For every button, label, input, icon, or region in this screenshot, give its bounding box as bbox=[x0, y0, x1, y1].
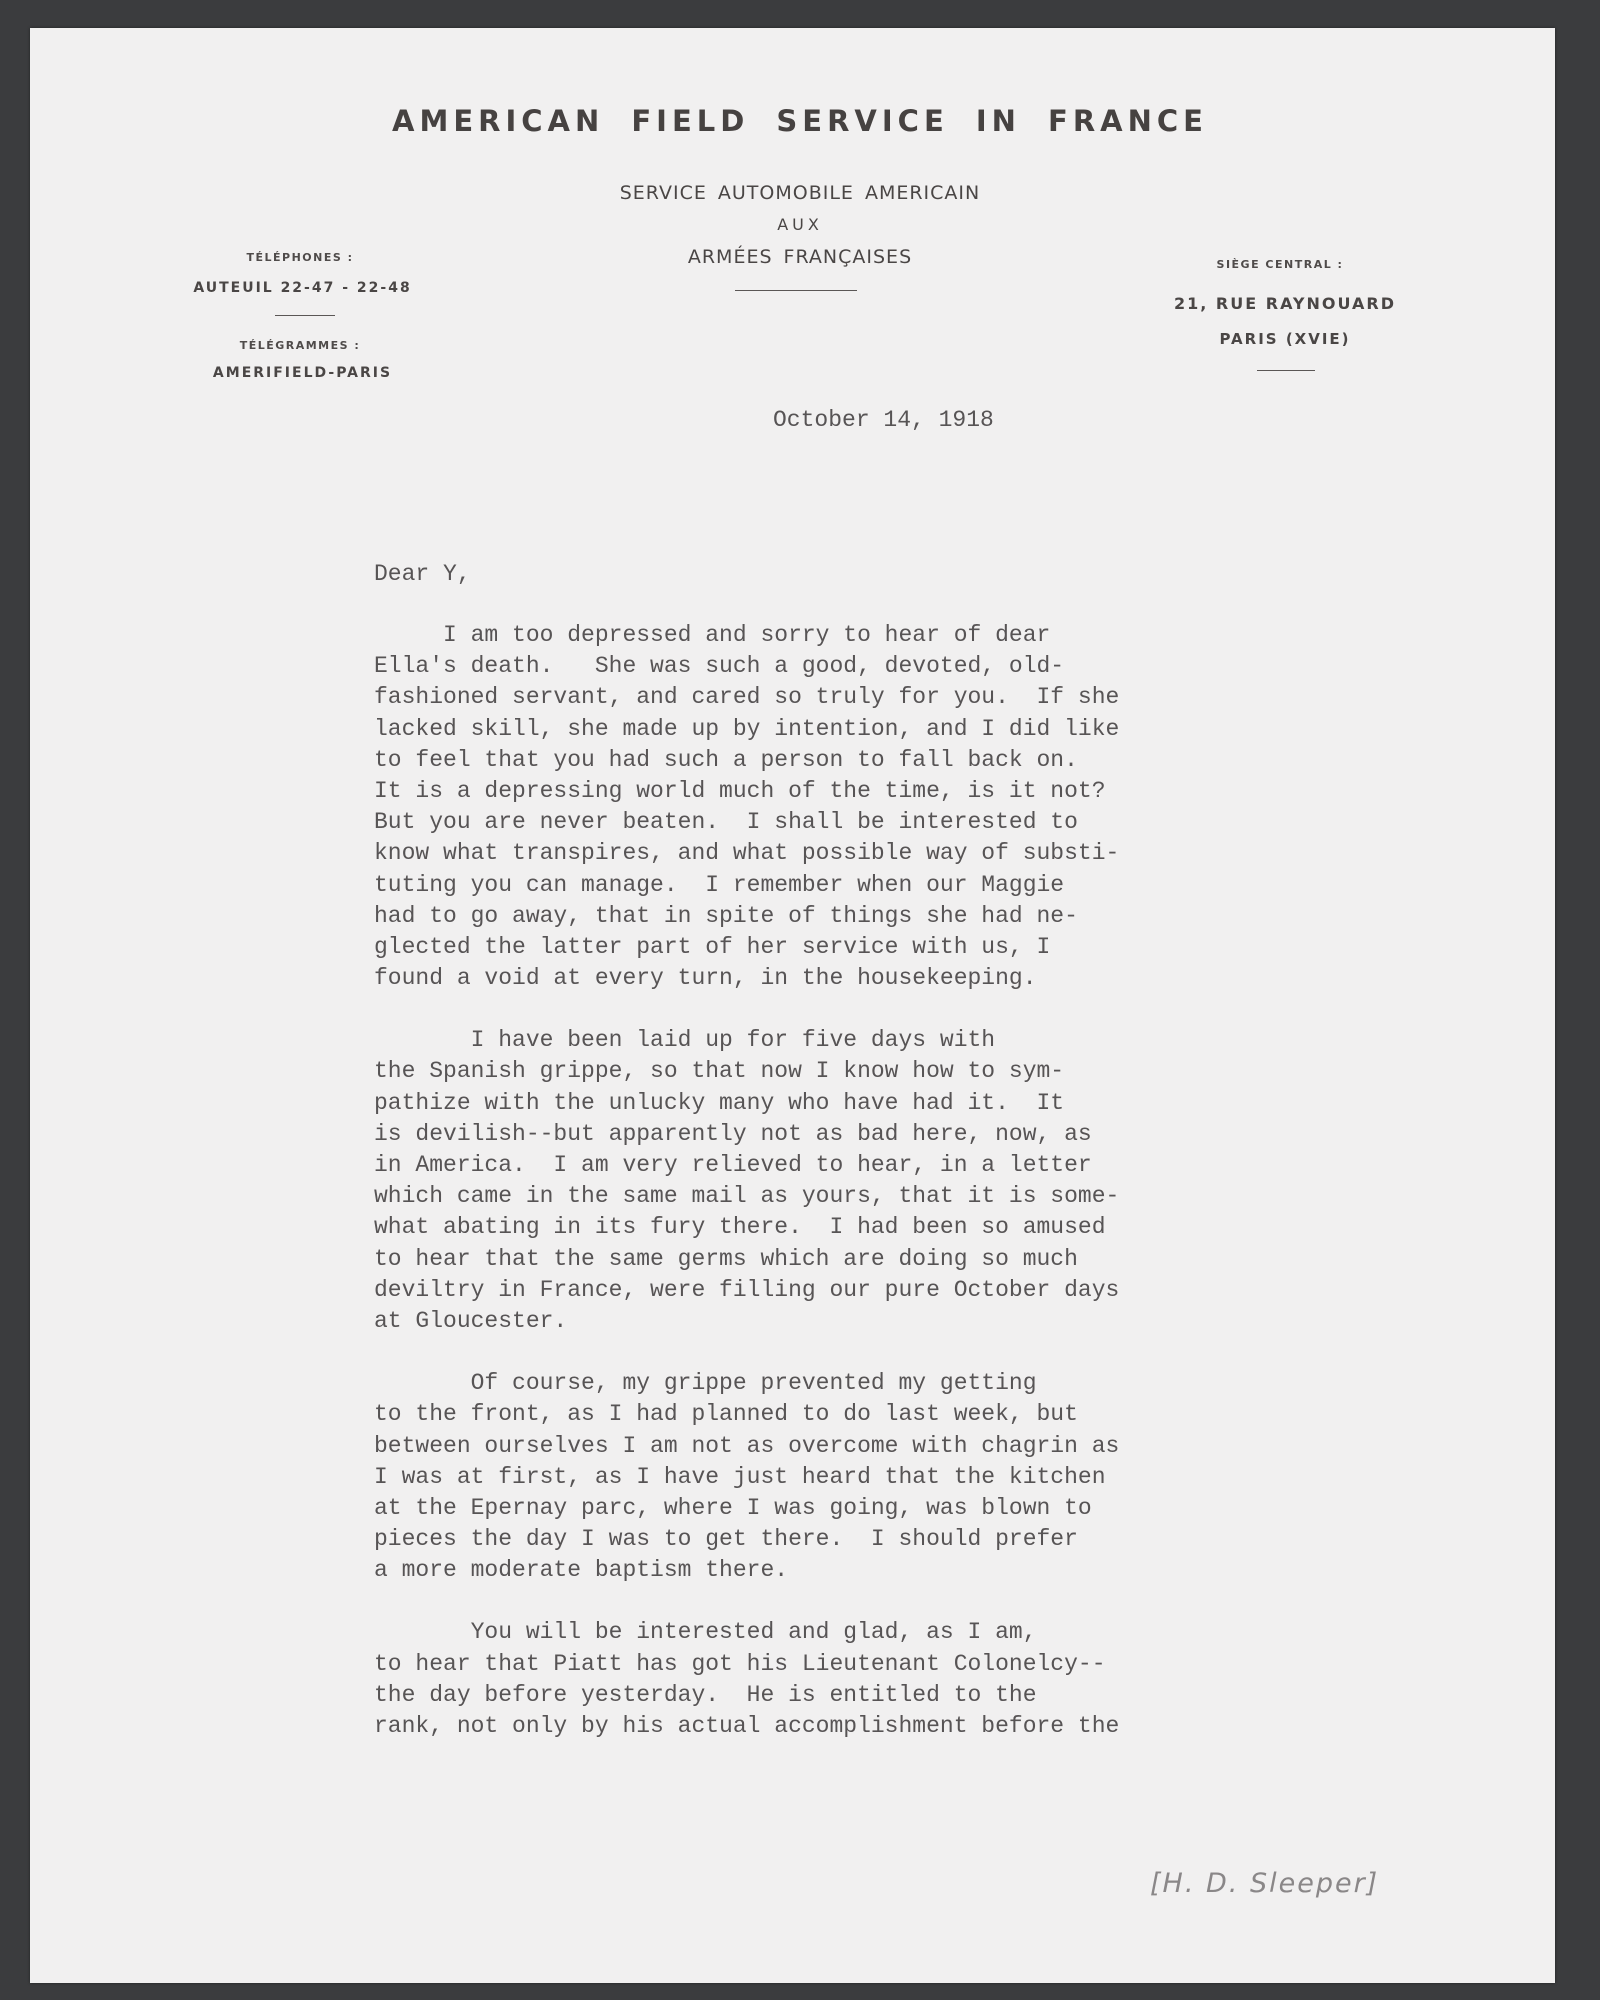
body-line: It is a depressing world much of the time, is it not? bbox=[374, 777, 1106, 804]
letter-salutation: Dear Y, bbox=[374, 561, 471, 587]
body-line: to hear that the same germs which are doing so much bbox=[374, 1245, 1078, 1272]
body-line: rank, not only by his actual accomplishment before the bbox=[374, 1713, 1120, 1739]
body-line: the day before yesterday. He is entitled to the bbox=[374, 1681, 1037, 1708]
siege-address: 21, RUE RAYNOUARD bbox=[1174, 294, 1396, 313]
body-line: pieces the day I was to get there. I should prefer bbox=[374, 1526, 1078, 1553]
body-line: to the front, as I had planned to do last week, but bbox=[374, 1401, 1078, 1428]
body-line: I have been laid up for five days with bbox=[374, 1027, 996, 1054]
body-line: deviltry in France, were filling our pure October days bbox=[374, 1276, 1120, 1303]
letterhead-center-rule bbox=[735, 290, 857, 291]
letter-date: October 14, 1918 bbox=[773, 407, 994, 433]
body-line: You will be interested and glad, as I am, bbox=[374, 1619, 1037, 1646]
body-line: between ourselves I am not as overcome with chagrin as bbox=[374, 1432, 1120, 1459]
body-line: lacked skill, she made up by intention, and I did like bbox=[374, 715, 1120, 742]
letter-body bbox=[374, 620, 1234, 1773]
body-line: had to go away, that in spite of things she had ne- bbox=[374, 902, 1078, 929]
body-line: I was at first, as I have just heard that the kitchen bbox=[374, 1463, 1106, 1490]
telegrammes-label: TÉLÉGRAMMES : bbox=[239, 339, 361, 352]
body-line: what abating in its fury there. I had been so amused bbox=[374, 1214, 1106, 1241]
body-line: But you are never beaten. I shall be interested to bbox=[374, 809, 1078, 836]
telegrammes-value: AMERIFIELD-PARIS bbox=[212, 365, 393, 381]
body-line: Ella's death. She was such a good, devoted, old- bbox=[374, 653, 1065, 680]
paragraph-1 bbox=[374, 620, 1234, 994]
body-line: the Spanish grippe, so that now I know how to sym- bbox=[374, 1058, 1065, 1085]
body-line: know what transpires, and what possible way of substi- bbox=[374, 840, 1120, 867]
body-line: at the Epernay parc, where I was going, was blown to bbox=[374, 1494, 1092, 1521]
siege-city: PARIS (XVIE) bbox=[1219, 330, 1351, 348]
body-line: to hear that Piatt has got his Lieutenant Colonelcy-- bbox=[374, 1650, 1106, 1677]
telephones-value: AUTEUIL 22-47 - 22-48 bbox=[193, 280, 412, 296]
paragraph-4 bbox=[374, 1617, 1234, 1742]
body-line: is devilish--but apparently not as bad here, now, as bbox=[374, 1120, 1092, 1147]
body-line: fashioned servant, and cared so truly for you. If she bbox=[374, 684, 1120, 711]
handwritten-annotation: [H. D. Sleeper] bbox=[1150, 1868, 1380, 1899]
body-line: tuting you can manage. I remember when our Maggie bbox=[374, 871, 1065, 898]
telephones-label: TÉLÉPHONES : bbox=[246, 251, 354, 264]
letterhead-subtitle-line3: ARMÉES FRANÇAISES bbox=[687, 246, 913, 268]
body-line: glected the latter part of her service with us, I bbox=[374, 933, 1051, 960]
body-line: which came in the same mail as yours, that it is some- bbox=[374, 1183, 1120, 1210]
paragraph-3 bbox=[374, 1368, 1234, 1586]
body-line: to feel that you had such a person to fall back on. bbox=[374, 746, 1078, 773]
body-line: I am too depressed and sorry to hear of dear bbox=[374, 622, 1051, 648]
letterhead-subtitle-line2: AUX bbox=[777, 215, 823, 234]
siege-label: SIÈGE CENTRAL : bbox=[1216, 258, 1344, 271]
right-contact-rule bbox=[1257, 370, 1315, 371]
body-line: Of course, my grippe prevented my getting bbox=[374, 1370, 1037, 1397]
body-line: in America. I am very relieved to hear, in a letter bbox=[374, 1152, 1092, 1178]
body-line: found a void at every turn, in the housekeeping. bbox=[374, 965, 1037, 992]
body-line: at Gloucester. bbox=[374, 1307, 568, 1334]
left-contact-rule bbox=[275, 315, 335, 316]
body-line: pathize with the unlucky many who have had it. It bbox=[374, 1089, 1065, 1116]
letterhead-subtitle-line1: SERVICE AUTOMOBILE AMERICAIN bbox=[619, 182, 981, 204]
body-line: a more moderate baptism there. bbox=[374, 1557, 789, 1584]
paragraph-2 bbox=[374, 1025, 1234, 1337]
letterhead-title: AMERICAN FIELD SERVICE IN FRANCE bbox=[392, 104, 1208, 138]
